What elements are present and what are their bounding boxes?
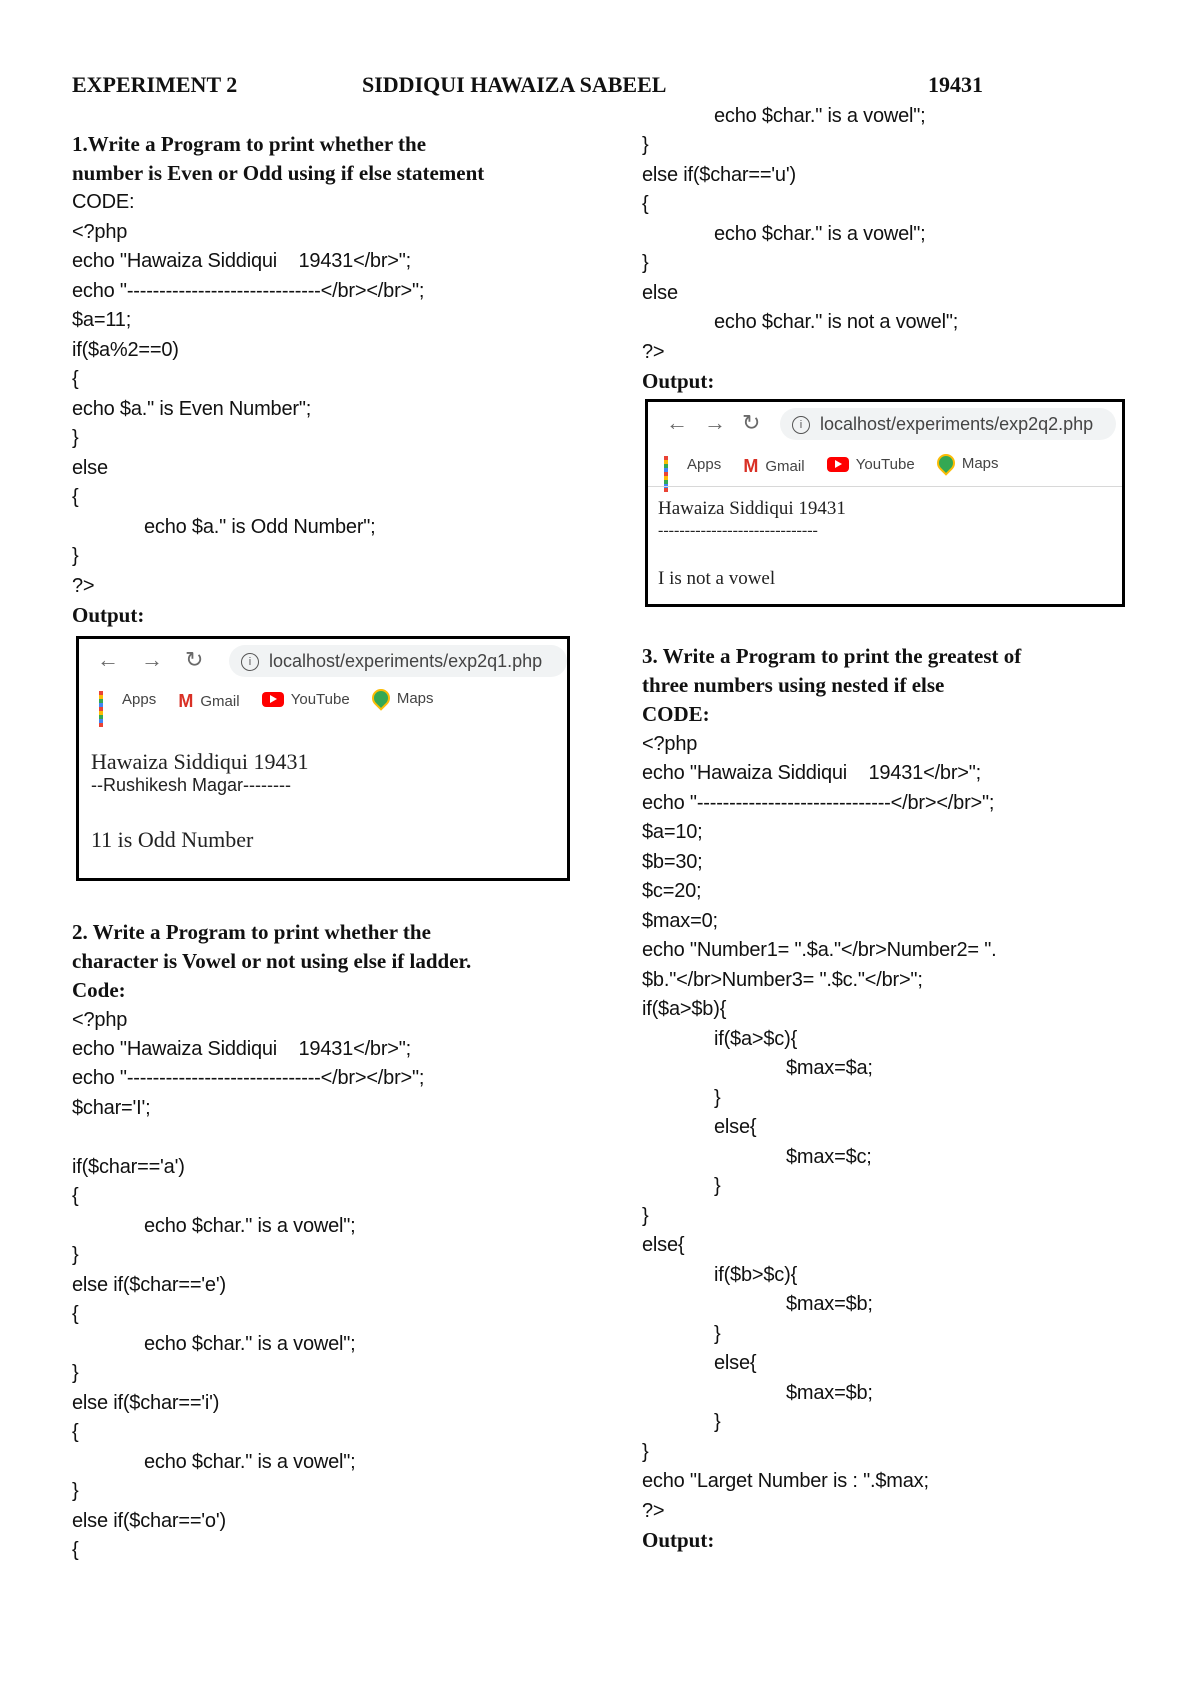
address-bar[interactable] [780,408,1116,440]
bookmark-label: Gmail [200,693,240,710]
q3-code-line: } [714,1323,721,1345]
url-text: localhost/experiments/exp2q1.php [269,651,543,671]
q3-code-line: echo "Hawaiza Siddiqui 19431</br>"; [642,762,982,784]
divider [648,486,1122,487]
output-line: 11 is Odd Number [91,827,254,852]
apps-grid-icon [99,691,115,707]
q2-code-line: echo $char." is a vowel"; [714,105,926,127]
q2-code-line: echo $char." is a vowel"; [144,1215,356,1237]
bookmark-youtube[interactable] [827,456,915,473]
url-text: localhost/experiments/exp2q2.php [820,414,1094,434]
q2-output-screenshot [645,399,1125,607]
q2-code-line: } [642,134,649,156]
forward-arrow-icon[interactable]: → [141,647,163,672]
q2-code-line: { [72,1185,79,1207]
q3-code-line: if($b>$c){ [714,1264,798,1286]
bookmark-label: Gmail [765,458,805,475]
q3-title-line1: 3. Write a Program to print the greatest of [642,644,1022,668]
reload-icon[interactable]: ↻ [185,647,204,672]
q3-code-line: if($a>$b){ [642,998,727,1020]
q3-code-label: CODE: [642,702,710,726]
q3-code-line: $max=$a; [786,1057,873,1079]
q1-code-line: { [72,368,79,390]
q3-code-line: else{ [642,1234,685,1256]
reload-icon[interactable]: ↻ [742,410,761,435]
q2-output-label: Output: [642,369,715,393]
q1-code-line: if($a%2==0) [72,339,179,361]
q2-code-line: { [72,1421,79,1443]
q2-code-line: } [72,1480,79,1502]
q1-code-line: { [72,486,79,508]
bookmark-label: Apps [122,690,157,708]
q3-code-line: $max=$b; [786,1293,873,1315]
q3-code-line: } [642,1205,649,1227]
roll-number: 19431 [928,72,983,97]
q2-code-line: else [642,282,678,304]
bookmark-maps[interactable] [372,689,434,707]
bookmark-apps[interactable] [664,456,721,473]
bookmark-gmail[interactable] [743,456,804,477]
bookmark-label: Maps [961,454,999,472]
q3-title-line2: three numbers using nested if else [642,673,945,697]
bookmarks-bar [99,689,452,715]
q2-code-line: else if($char=='e') [72,1274,226,1296]
bookmark-label: YouTube [290,691,350,708]
q3-code-line: echo "------------------------------</br></br>"; [642,792,995,814]
q2-code-line: { [72,1539,79,1561]
q3-code-line: echo "Number1= ".$a."</br>Number2= ". [642,939,997,961]
info-icon: i [792,416,810,434]
output-line: --Rushikesh Magar-------- [91,775,292,795]
youtube-icon [262,692,284,707]
q1-code-line: } [72,427,79,449]
q2-code-line: { [642,193,649,215]
experiment-title: EXPERIMENT 2 [72,72,238,97]
q2-title-line2: character is Vowel or not using else if ladder. [72,949,472,973]
q1-code-line: ?> [72,575,95,597]
q3-code-line: $b."</br>Number3= ".$c."</br>"; [642,969,923,991]
q2-code-line: echo "Hawaiza Siddiqui 19431</br>"; [72,1038,412,1060]
q2-code-line: $char='I'; [72,1097,151,1119]
q1-code-line: echo $a." is Odd Number"; [144,516,376,538]
q2-code-line: <?php [72,1009,128,1031]
forward-arrow-icon[interactable]: → [704,410,726,435]
output-line: I is not a vowel [658,568,776,589]
q2-code-line: } [72,1244,79,1266]
q3-code-line: ?> [642,1500,665,1522]
q2-title-line1: 2. Write a Program to print whether the [72,920,431,944]
info-icon: i [241,653,259,671]
bookmark-label: Apps [687,455,722,473]
q2-code-line: else if($char=='i') [72,1392,220,1414]
q3-code-line: else{ [714,1352,757,1374]
q1-title-line1: 1.Write a Program to print whether the [72,132,427,156]
q2-code-line: if($char=='a') [72,1156,185,1178]
q1-output-screenshot [76,636,570,881]
q1-code-line: } [72,545,79,567]
youtube-icon [827,457,849,472]
q3-code-line: else{ [714,1116,757,1138]
q3-code-line: } [714,1175,721,1197]
q2-code-line: { [72,1303,79,1325]
back-arrow-icon[interactable]: ← [97,647,119,672]
q3-code-line: if($a>$c){ [714,1028,798,1050]
q3-code-line: $max=0; [642,910,718,932]
q3-code-line: <?php [642,733,698,755]
q3-code-line: } [714,1087,721,1109]
q3-code-line: $max=$c; [786,1146,872,1168]
gmail-icon: M [743,456,759,476]
q2-code-line: echo $char." is a vowel"; [144,1333,356,1355]
q1-title-line2: number is Even or Odd using if else statement [72,161,485,185]
q2-code-line: } [72,1362,79,1384]
maps-pin-icon [933,450,958,475]
bookmark-apps[interactable] [99,691,156,708]
q1-code-line: echo "------------------------------</br></br>"; [72,280,425,302]
q1-code-line: else [72,457,108,479]
q2-code-line: echo $char." is a vowel"; [714,223,926,245]
q3-output-label: Output: [642,1528,715,1552]
gmail-icon: M [178,691,194,711]
address-bar[interactable] [229,645,567,677]
q2-code-line: } [642,252,649,274]
q1-output-label: Output: [72,603,145,627]
student-name: SIDDIQUI HAWAIZA SABEEL [362,72,667,97]
q3-code-line: $max=$b; [786,1382,873,1404]
q3-code-line: $a=10; [642,821,703,843]
bookmark-label: Maps [396,689,434,707]
output-line: Hawaiza Siddiqui 19431 [91,749,309,774]
q1-code-line: echo "Hawaiza Siddiqui 19431</br>"; [72,250,412,272]
q1-code-label: CODE: [72,191,135,213]
q3-code-line: echo "Larget Number is : ".$max; [642,1470,929,1492]
q1-code-line: <?php [72,221,128,243]
q3-code-line: $c=20; [642,880,702,902]
q1-code-line: echo $a." is Even Number"; [72,398,312,420]
output-line: Hawaiza Siddiqui 19431 [658,498,846,519]
q2-code-label: Code: [72,978,126,1002]
bookmark-label: YouTube [855,456,915,473]
bookmark-gmail[interactable] [178,691,239,712]
q3-code-line: } [714,1411,721,1433]
bookmark-youtube[interactable] [262,691,350,708]
apps-grid-icon [664,456,680,472]
q2-code-line: ?> [642,341,665,363]
output-line: ------------------------------ [658,522,818,539]
bookmark-maps[interactable] [937,454,999,472]
q2-code-line: else if($char=='o') [72,1510,226,1532]
back-arrow-icon[interactable]: ← [666,410,688,435]
q2-code-line: echo $char." is a vowel"; [144,1451,356,1473]
maps-pin-icon [368,685,393,710]
q2-code-line: else if($char=='u') [642,164,796,186]
browser-navbar [648,402,1122,446]
q2-code-line: echo $char." is not a vowel"; [714,311,959,333]
browser-navbar [79,639,567,683]
bookmarks-bar [664,454,1017,480]
q1-code-line: $a=11; [72,309,132,331]
q3-code-line: $b=30; [642,851,703,873]
q3-code-line: } [642,1441,649,1463]
q2-code-line: echo "------------------------------</br></br>"; [72,1067,425,1089]
